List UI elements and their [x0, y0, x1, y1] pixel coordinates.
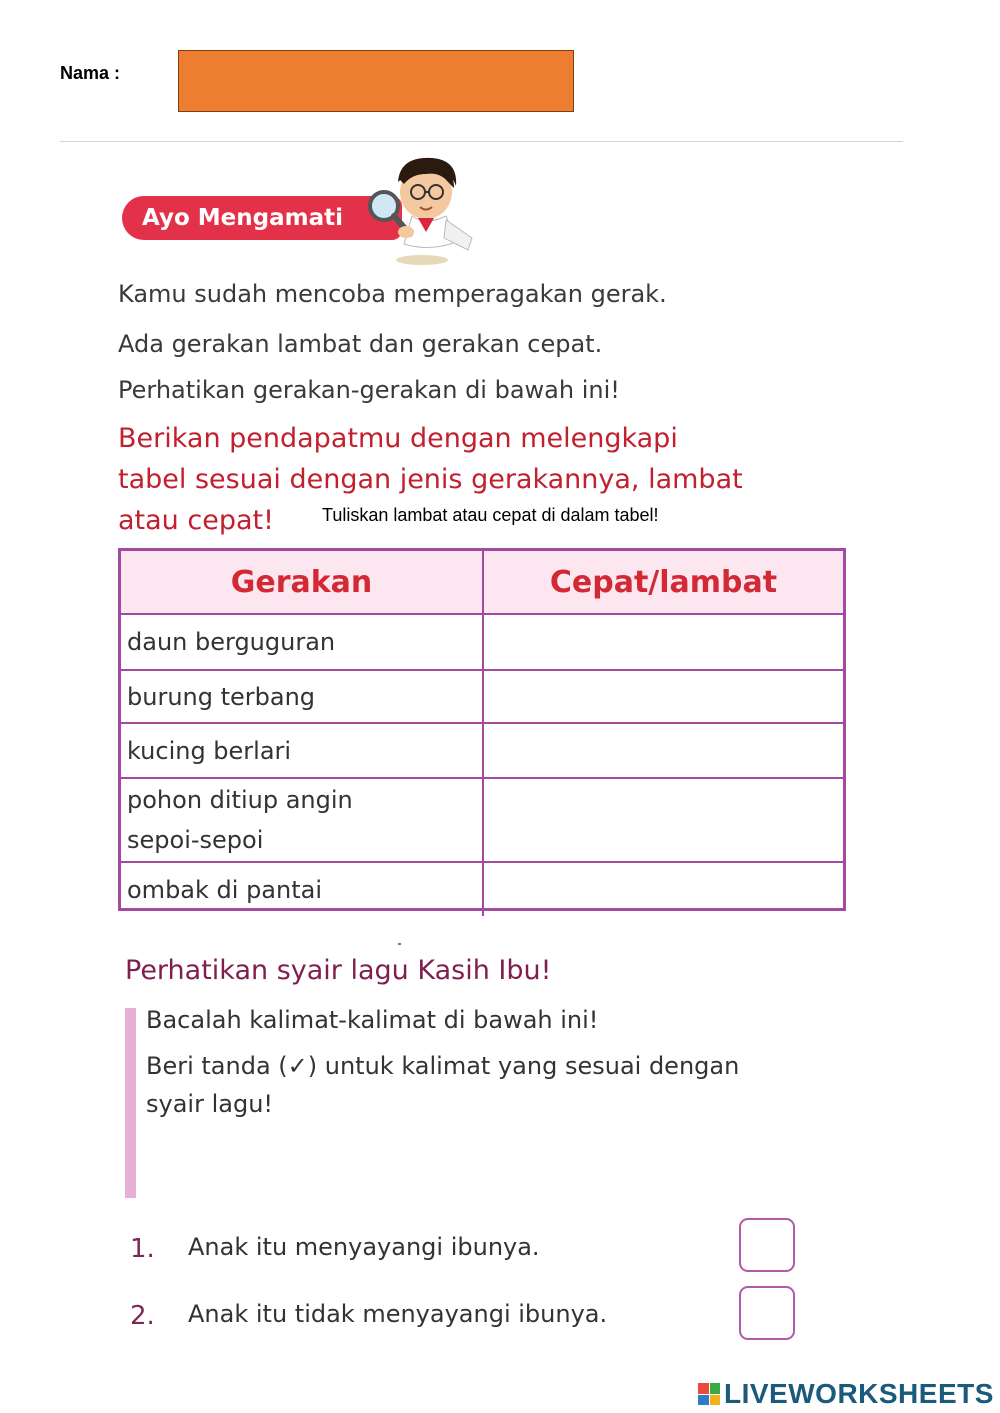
gerakan-table	[118, 548, 846, 911]
stray-mark	[398, 943, 401, 945]
answer-cell[interactable]	[483, 862, 843, 916]
name-input[interactable]	[178, 50, 574, 112]
table-note: Tuliskan lambat atau cepat di dalam tabel!	[322, 505, 659, 525]
check-box-1[interactable]	[739, 1218, 795, 1272]
syair-title: Perhatikan syair lagu Kasih Ibu!	[125, 955, 552, 986]
table-row	[121, 723, 843, 778]
answer-input[interactable]	[484, 615, 843, 669]
gerakan-cell-line-2: sepoi-sepoi	[127, 826, 264, 854]
item-text: Anak itu menyayangi ibunya.	[188, 1233, 540, 1261]
header-divider	[60, 141, 903, 142]
syair-instruction-1: Bacalah kalimat-kalimat di bawah ini!	[146, 1006, 599, 1034]
intro-line-2: Ada gerakan lambat dan gerakan cepat.	[118, 330, 603, 358]
answer-input[interactable]	[484, 671, 843, 722]
intro-line-3: Perhatikan gerakan-gerakan di bawah ini!	[118, 376, 620, 404]
answer-cell[interactable]	[483, 723, 843, 778]
gerakan-cell: burung terbang	[121, 670, 483, 723]
answer-cell[interactable]	[483, 614, 843, 670]
pink-accent-bar	[125, 1008, 136, 1198]
instruction-line-2: tabel sesuai dengan jenis gerakannya, lambat	[118, 464, 743, 495]
table-row	[121, 778, 843, 862]
liveworksheets-logo-icon	[698, 1383, 720, 1405]
gerakan-cell: ombak di pantai	[121, 862, 483, 916]
answer-input[interactable]	[484, 863, 843, 916]
answer-cell[interactable]	[483, 670, 843, 723]
gerakan-cell: kucing berlari	[121, 723, 483, 778]
instruction-line-1: Berikan pendapatmu dengan melengkapi	[118, 423, 678, 454]
check-box-2[interactable]	[739, 1286, 795, 1340]
intro-line-1: Kamu sudah mencoba memperagakan gerak.	[118, 280, 667, 308]
syair-instruction-2: Beri tanda (✓) untuk kalimat yang sesuai dengan	[146, 1052, 740, 1080]
ayo-mengamati-banner: Ayo Mengamati	[122, 196, 402, 240]
liveworksheets-logo	[698, 1378, 994, 1410]
table-row	[121, 862, 843, 916]
boy-with-magnifier-illustration	[360, 152, 480, 274]
header-cepat-lambat: Cepat/lambat	[483, 551, 843, 614]
gerakan-cell	[121, 778, 483, 862]
gerakan-cell: daun berguguran	[121, 614, 483, 670]
item-number: 2.	[130, 1301, 155, 1331]
table-row	[121, 614, 843, 670]
item-text: Anak itu tidak menyayangi ibunya.	[188, 1300, 608, 1328]
logo-text: LIVEWORKSHEETS	[724, 1378, 994, 1409]
gerakan-cell-line-1: pohon ditiup angin	[127, 786, 353, 814]
answer-cell[interactable]	[483, 778, 843, 862]
answer-input[interactable]	[484, 779, 843, 861]
item-number: 1.	[130, 1234, 155, 1264]
syair-instruction-3: syair lagu!	[146, 1090, 274, 1118]
header-gerakan: Gerakan	[121, 551, 483, 614]
instruction-line-3: atau cepat!	[118, 505, 274, 536]
table-row	[121, 670, 843, 723]
name-label: Nama :	[60, 63, 121, 83]
answer-input[interactable]	[484, 724, 843, 777]
